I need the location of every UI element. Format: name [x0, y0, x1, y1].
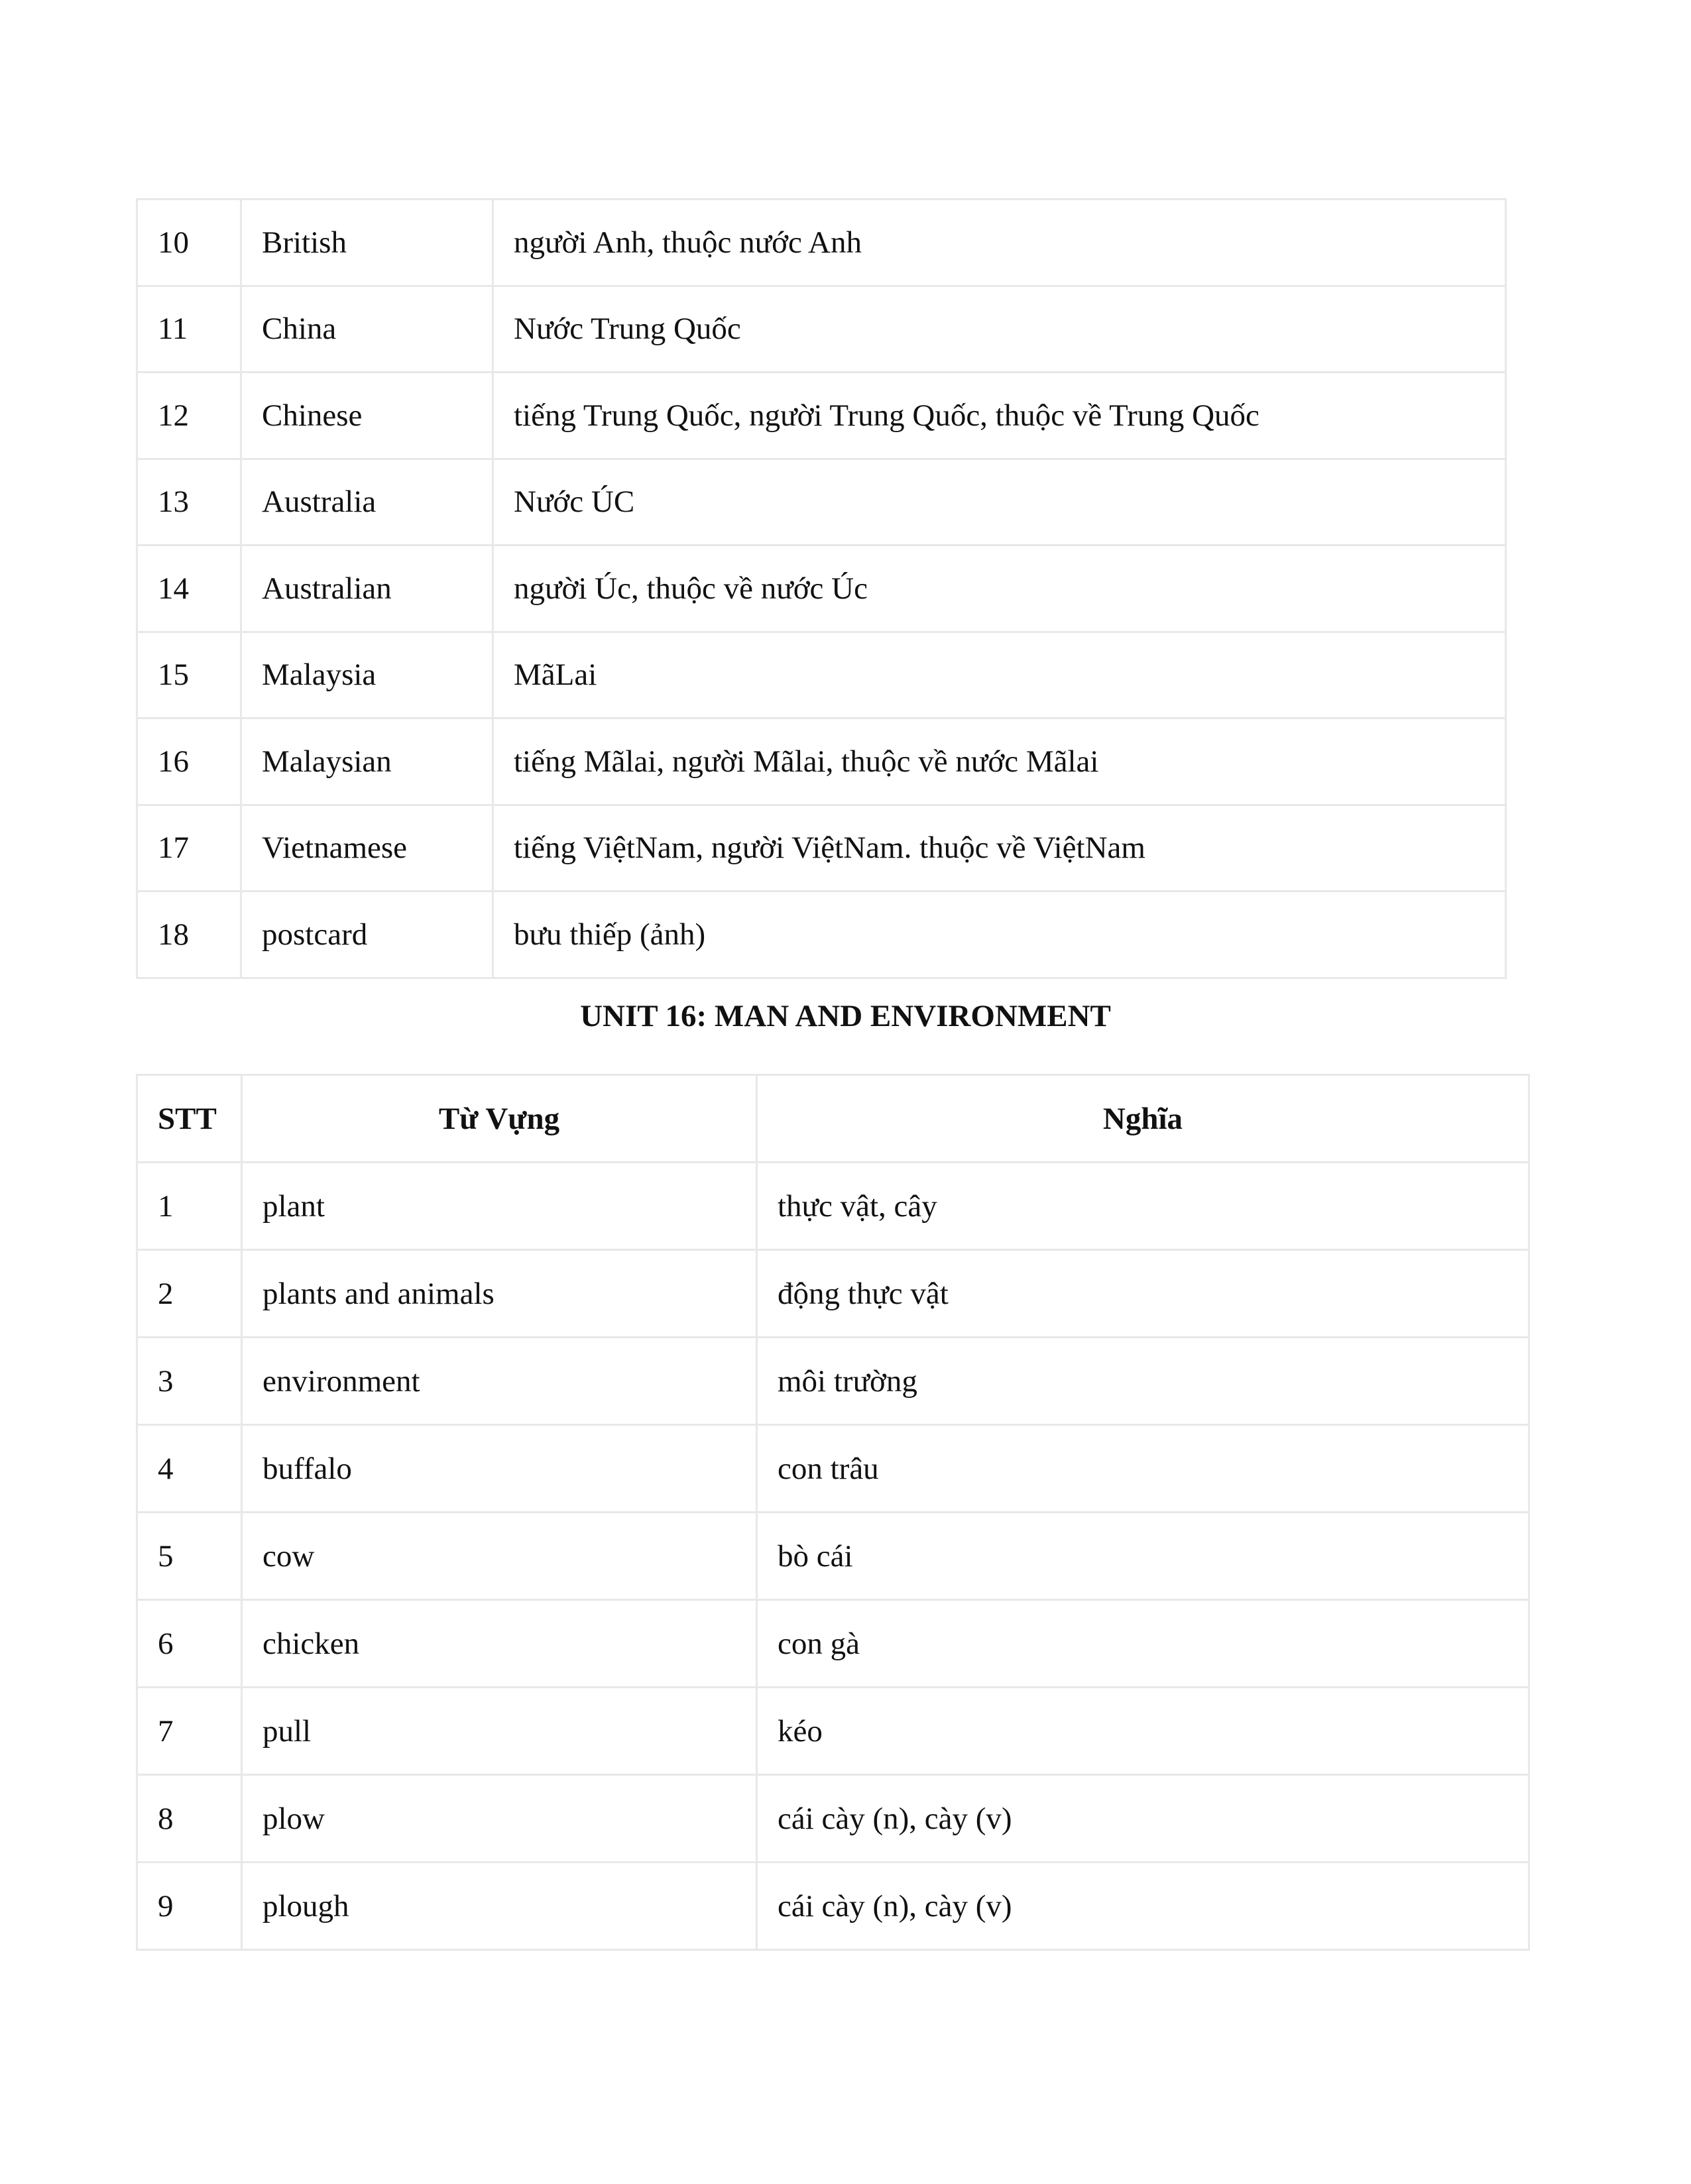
table-row	[137, 891, 1506, 978]
word-meaning: thực vật, cây	[757, 1163, 1529, 1250]
word-meaning: MãLai	[493, 632, 1506, 718]
row-number: 2	[137, 1250, 242, 1338]
word-meaning: người Úc, thuộc về nước Úc	[493, 546, 1506, 632]
vocabulary-word: plough	[242, 1863, 757, 1950]
row-number: 7	[137, 1688, 242, 1775]
vocabulary-word: plants and animals	[242, 1250, 757, 1338]
vocabulary-word: Chinese	[241, 373, 493, 459]
unit-heading: UNIT 16: MAN AND ENVIRONMENT	[580, 999, 1111, 1033]
word-meaning: kéo	[757, 1688, 1529, 1775]
table-row	[137, 1338, 1529, 1425]
vocabulary-word: China	[241, 286, 493, 373]
word-meaning: con trâu	[757, 1425, 1529, 1513]
column-header-word: Từ Vựng	[242, 1075, 757, 1163]
row-number: 17	[137, 805, 241, 891]
vocabulary-table-continued	[136, 198, 1507, 979]
row-number: 5	[137, 1513, 242, 1600]
vocabulary-word: environment	[242, 1338, 757, 1425]
table-row	[137, 459, 1506, 546]
row-number: 8	[137, 1775, 242, 1863]
row-number: 18	[137, 891, 241, 978]
table-row	[137, 1600, 1529, 1688]
row-number: 1	[137, 1163, 242, 1250]
vocabulary-word: pull	[242, 1688, 757, 1775]
word-meaning: cái cày (n), cày (v)	[757, 1863, 1529, 1950]
column-header-number: STT	[137, 1075, 242, 1163]
table-row	[137, 1163, 1529, 1250]
table-row	[137, 632, 1506, 718]
row-number: 14	[137, 546, 241, 632]
row-number: 10	[137, 200, 241, 286]
table-row	[137, 1775, 1529, 1863]
word-meaning: động thực vật	[757, 1250, 1529, 1338]
word-meaning: người Anh, thuộc nước Anh	[493, 200, 1506, 286]
vocabulary-word: British	[241, 200, 493, 286]
vocabulary-word: Australian	[241, 546, 493, 632]
word-meaning: bưu thiếp (ảnh)	[493, 891, 1506, 978]
word-meaning: con gà	[757, 1600, 1529, 1688]
row-number: 16	[137, 718, 241, 805]
word-meaning: tiếng Trung Quốc, người Trung Quốc, thuộc về Trung Quốc	[493, 373, 1506, 459]
vocabulary-word: Malaysia	[241, 632, 493, 718]
table-row	[137, 1688, 1529, 1775]
table-row	[137, 200, 1506, 286]
row-number: 11	[137, 286, 241, 373]
word-meaning: tiếng Mãlai, người Mãlai, thuộc về nước Mãlai	[493, 718, 1506, 805]
word-meaning: Nước Trung Quốc	[493, 286, 1506, 373]
word-meaning: Nước ÚC	[493, 459, 1506, 546]
word-meaning: cái cày (n), cày (v)	[757, 1775, 1529, 1863]
row-number: 3	[137, 1338, 242, 1425]
table-row	[137, 1863, 1529, 1950]
row-number: 15	[137, 632, 241, 718]
row-number: 6	[137, 1600, 242, 1688]
table-row	[137, 373, 1506, 459]
vocabulary-table-unit16	[136, 1074, 1530, 1951]
column-header-meaning: Nghĩa	[757, 1075, 1529, 1163]
table-header-row	[137, 1075, 1529, 1163]
vocabulary-word: cow	[242, 1513, 757, 1600]
table-row	[137, 546, 1506, 632]
table-row	[137, 1425, 1529, 1513]
vocabulary-word: chicken	[242, 1600, 757, 1688]
row-number: 12	[137, 373, 241, 459]
table-row	[137, 718, 1506, 805]
vocabulary-word: postcard	[241, 891, 493, 978]
table-row	[137, 1513, 1529, 1600]
row-number: 9	[137, 1863, 242, 1950]
vocabulary-word: Malaysian	[241, 718, 493, 805]
word-meaning: môi trường	[757, 1338, 1529, 1425]
table-row	[137, 1250, 1529, 1338]
vocabulary-word: buffalo	[242, 1425, 757, 1513]
word-meaning: bò cái	[757, 1513, 1529, 1600]
table-row	[137, 805, 1506, 891]
word-meaning: tiếng ViệtNam, người ViệtNam. thuộc về ViệtNam	[493, 805, 1506, 891]
table-row	[137, 286, 1506, 373]
vocabulary-word: plant	[242, 1163, 757, 1250]
row-number: 4	[137, 1425, 242, 1513]
vocabulary-word: Vietnamese	[241, 805, 493, 891]
vocabulary-word: plow	[242, 1775, 757, 1863]
vocabulary-word: Australia	[241, 459, 493, 546]
row-number: 13	[137, 459, 241, 546]
